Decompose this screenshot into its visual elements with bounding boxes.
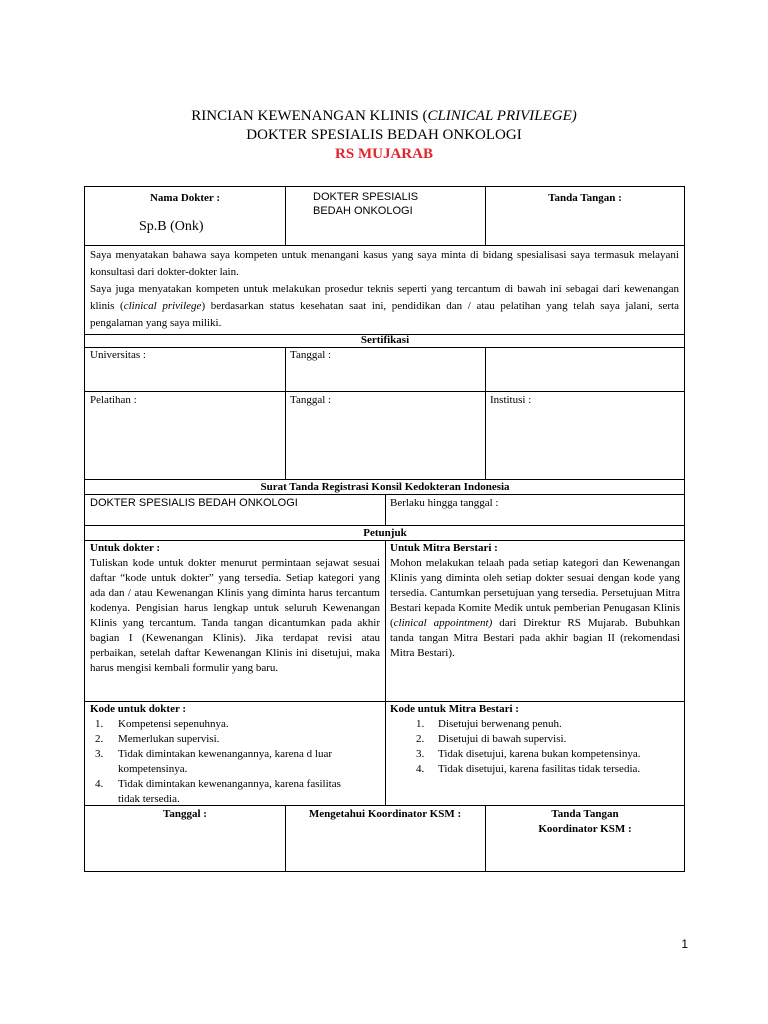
- tanggal-pelatihan-label[interactable]: Tanggal :: [290, 394, 332, 406]
- col-line-str: [385, 494, 386, 525]
- statement-p2: [90, 281, 679, 332]
- list-number: 1.: [95, 718, 104, 730]
- tanggal-sertifikasi-label[interactable]: Tanggal :: [290, 349, 332, 361]
- list-text: Tidak disetujui, karena bukan kompetensinya.: [438, 748, 641, 760]
- petunjuk-mitra-text-italic: clinical appointment): [393, 617, 493, 629]
- list-number: 3.: [95, 748, 104, 760]
- list-text: Disetujui berwenang penuh.: [438, 718, 562, 730]
- list-number: 4.: [416, 763, 425, 775]
- list-text: Tidak disetujui, karena fasilitas tidak tersedia.: [438, 763, 641, 775]
- mengetahui-label[interactable]: Mengetahui Koordinator KSM :: [308, 808, 462, 820]
- petunjuk-mitra-text: [390, 556, 680, 661]
- ttd-koordinator-line-2: Koordinator KSM :: [538, 823, 632, 835]
- col-line-sert-a: [285, 347, 286, 479]
- divider-universitas: [85, 391, 684, 392]
- universitas-label[interactable]: Universitas :: [90, 349, 146, 361]
- col-line-r1a: [285, 187, 286, 245]
- berlaku-label[interactable]: Berlaku hingga tanggal :: [390, 497, 499, 509]
- petunjuk-mitra-text-a: Mohon melakukan telaah pada setiap kategori dan Kewenangan Klinis yang diminta oleh setiap dokter sesuai dengan kode yang tersedia. Cantumkan persetujuan yang tersedia. Persetujuan Mitra Bestari kepada Komite Medik untuk pemberian Penugasan Klinis (: [390, 557, 680, 629]
- kode-dokter: [90, 702, 365, 807]
- list-text: Kompetensi sepenuhnya.: [118, 718, 229, 730]
- list-item: [390, 747, 680, 762]
- page-number: 1: [681, 937, 688, 951]
- tanda-tangan-label: Tanda Tangan :: [548, 192, 622, 204]
- spesialis-line-2: BEDAH ONKOLOGI: [313, 205, 413, 217]
- petunjuk-header: Petunjuk: [363, 527, 407, 539]
- title-italic: CLINICAL PRIVILEGE): [427, 108, 577, 124]
- petunjuk-dokter-text: Tuliskan kode untuk dokter menurut permintaan sejawat sesuai daftar “kode untuk dokter” yang tersedia. Setiap kategori yang ada dan / atau Kewenangan Klinis yang diminta harus tercantum kodenya. Pengisian harus lengkap untuk seluruh Kewenangan Klinis yang tercantum. Tanda tangan dicantumkan pada akhir bagian I (Kewenangan Klinis). Jika terdapat revisi atau perbaikan, setelah daftar Kewenangan Klinis ini disetujui, maka harus mengisi kembali formulir yang baru.: [90, 557, 380, 674]
- petunjuk-mitra: [390, 541, 680, 661]
- list-number: 4.: [95, 778, 104, 790]
- kode-dokter-list: [90, 717, 365, 807]
- list-text: Tidak dimintakan kewenangannya, karena d luar kompetensinya.: [118, 748, 333, 775]
- ttd-koordinator[interactable]: [485, 807, 685, 837]
- title-line-1: [0, 108, 768, 125]
- title-line-2: DOKTER SPESIALIS BEDAH ONKOLOGI: [246, 127, 522, 143]
- list-item: [90, 747, 365, 777]
- spesialis-line-1: DOKTER SPESIALIS: [313, 191, 419, 203]
- col-line-petunjuk: [385, 540, 386, 805]
- pelatihan-label[interactable]: Pelatihan :: [90, 394, 137, 406]
- petunjuk-dokter-title: Untuk dokter :: [90, 542, 161, 554]
- list-text: Tidak dimintakan kewenangannya, karena fasilitas tidak tersedia.: [118, 778, 341, 805]
- list-number: 3.: [416, 748, 425, 760]
- nama-dokter-value[interactable]: Sp.B (Onk): [139, 219, 204, 234]
- list-number: 2.: [416, 733, 425, 745]
- str-header: Surat Tanda Registrasi Konsil Kedokteran Indonesia: [260, 481, 510, 493]
- str-value[interactable]: DOKTER SPESIALIS BEDAH ONKOLOGI: [90, 497, 298, 509]
- list-item: [90, 717, 365, 732]
- hospital-name: RS MUJARAB: [335, 146, 433, 162]
- list-number: 2.: [95, 733, 104, 745]
- kode-mitra-list: [390, 717, 680, 777]
- petunjuk-mitra-title: Untuk Mitra Berstari :: [390, 542, 498, 554]
- list-text: Memerlukan supervisi.: [118, 733, 220, 745]
- privilege-form: [84, 186, 685, 872]
- petunjuk-dokter: [90, 541, 380, 676]
- list-text: Disetujui di bawah supervisi.: [438, 733, 567, 745]
- list-item: [90, 777, 365, 807]
- divider-row1: [85, 245, 684, 246]
- title-text: RINCIAN KEWENANGAN KLINIS (: [191, 108, 428, 124]
- statement-text: [90, 247, 679, 332]
- statement-p1: Saya menyatakan bahawa saya kompeten untuk menangani kasus yang saya minta di bidang spesialisasi saya termasuk melayani konsultasi dari dokter-dokter lain.: [90, 249, 679, 278]
- institusi-label[interactable]: Institusi :: [490, 394, 532, 406]
- kode-mitra: [390, 702, 680, 777]
- kode-mitra-title: Kode untuk Mitra Bestari :: [390, 703, 519, 715]
- list-item: [390, 717, 680, 732]
- petunjuk-mitra-text-b: dari Direktur RS Mujarab. Bubuhkan tanda tangan Mitra Bestari pada akhir bagian II (rekomendasi Mitra Bestari).: [390, 617, 680, 659]
- list-number: 1.: [416, 718, 425, 730]
- statement-p2-a: Saya juga menyatakan kompeten untuk melakukan prosedur teknis seperti yang tercantum di bawah ini sebagai dari kewenangan klinis (: [90, 283, 679, 312]
- list-item: [390, 762, 680, 777]
- sertifikasi-header: Sertifikasi: [360, 334, 410, 346]
- col-line-sert-b: [485, 347, 486, 479]
- spesialis-text: [313, 190, 418, 218]
- list-item: [390, 732, 680, 747]
- statement-p2-italic: clinical privilege: [123, 300, 202, 312]
- ttd-koordinator-line-1: Tanda Tangan: [551, 808, 619, 820]
- tanggal-footer-label[interactable]: Tanggal :: [163, 808, 207, 820]
- kode-dokter-title: Kode untuk dokter :: [90, 703, 187, 715]
- nama-dokter-label: Nama Dokter :: [149, 192, 221, 204]
- statement-p2-b: ) berdasarkan status kesehatan saat ini, pendidikan dan / atau pelatihan yang telah saya jalani, serta pengalaman yang saya miliki.: [90, 300, 679, 329]
- list-item: [90, 732, 365, 747]
